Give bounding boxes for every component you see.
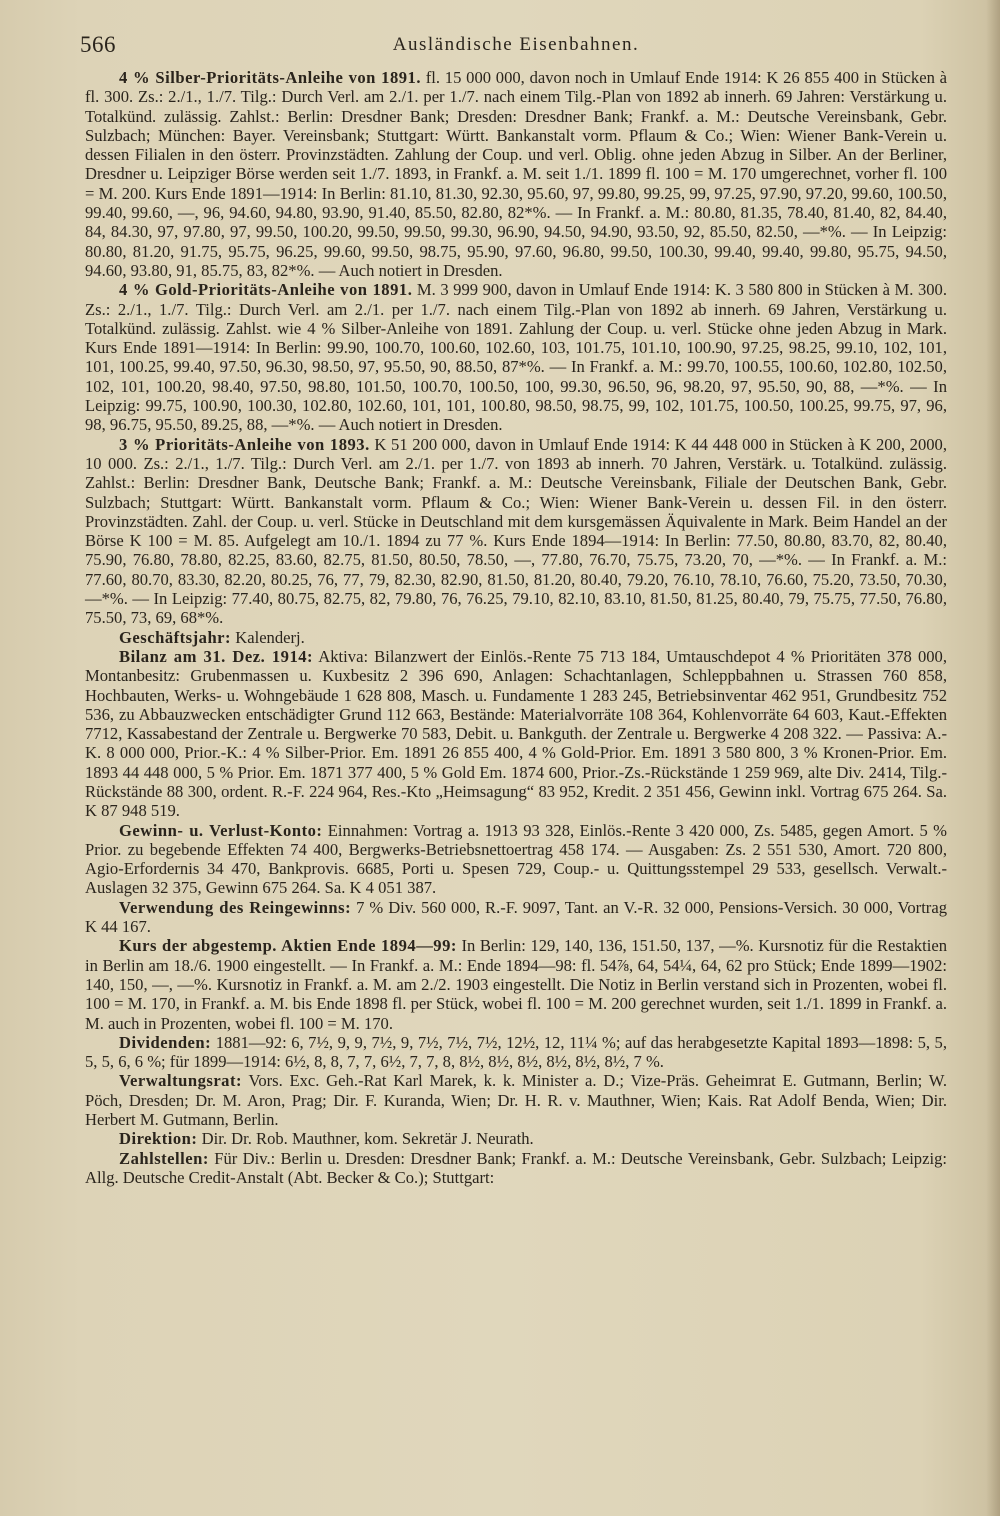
page-number: 566 xyxy=(80,32,116,57)
paragraph-geschaeftsjahr xyxy=(85,628,947,647)
paragraph-heading: Zahlstellen: xyxy=(119,1148,209,1168)
paragraph-text: K 51 200 000, davon in Umlauf Ende 1914: K 44 448 000 in Stücken à K 200, 2000, 10 000. Zs.: 2./1., 1./7. Tilg.: Durch Verl. am 2./1. per 1./7. von 1893 ab innerh. 70 Jahren, Verstärk. u. Totalkünd. zulässig. Zahlst.: Berlin: Dresdner Bank, Deutsche Bank; Frankf. a. M.: Deutsche Vereinsbank, Filiale der Deutschen Bank, Gebr. Sulzbach; Stuttgart: Württ. Bankanstalt vorm. Pflaum & Co.; Wien: Wiener Bank-Verein u. dessen Fil. in den österr. Provinzstädten. Zahl. der Coup. u. verl. Stücke in Deutschland mit dem kursgemässen Äquivalente in Mark. Beim Handel an der Börse K 100 = M. 85. Aufgelegt am 10./1. 1894 zu 77 %. Kurs Ende 1894—1914: In Berlin: 77.50, 80.80, 83.70, 82, 80.40, 75.90, 76.80, 78.80, 82.25, 83.60, 82.75, 81.50, 80.50, 78.50, —, 77.80, 76.70, 75.75, 73.20, 70, —*%. — In Frankf. a. M.: 77.60, 80.70, 83.30, 82.20, 80.25, 76, 77, 79, 82.30, 82.90, 81.50, 81.20, 80.40, 79.20, 76.10, 78.10, 76.60, 75.20, 73.50, 70.30, —*%. — In Leipzig: 77.40, 80.75, 82.75, 82, 79.80, 76, 76.25, 79.10, 82.10, 83.10, 81.50, 81.25, 80.40, 79, 75.75, 77.50, 76.80, 75.50, 73, 69, 68*%. xyxy=(85,434,947,628)
paragraph-text: Kalenderj. xyxy=(235,627,305,647)
paragraph-heading: 4 % Gold-Prioritäts-Anleihe von 1891. xyxy=(119,280,413,300)
paragraph-zahlstellen xyxy=(85,1149,947,1188)
paragraph-silber-anleihe-1891 xyxy=(85,68,947,280)
paragraph-heading: Verwendung des Reingewinns: xyxy=(119,897,352,917)
paragraph-text: M. 3 999 900, davon in Umlauf Ende 1914: K. 3 580 800 in Stücken à M. 300. Zs.: 2./1., 1./7. Tilg.: Durch Verl. am 2./1. per 1./7. nach einem Tilg.-Plan von 1892 ab innerh. 69 Jahren, Verstärkung u. Totalkünd. zulässig. Zahlst. wie 4 % Silber-Anleihe von 1891. Zahlung der Coup. u. verl. Stücke ohne jeden Abzug in Mark. Kurs Ende 1891—1914: In Berlin: 99.90, 100.70, 100.60, 102.60, 103, 101.75, 101.10, 100.90, 97.25, 98.25, 99.10, 102, 101, 101, 100.25, 99.40, 97.50, 96.30, 98.50, 97, 95.50, 90, 88.50, 87*%. — In Frankf. a. M.: 99.70, 100.55, 100.60, 102.80, 102.50, 102, 101, 100.20, 98.40, 97.50, 98.80, 101.50, 100.70, 100.50, 100, 99.30, 96.50, 96, 98.20, 97, 95.50, 90, 88, —*%. — In Leipzig: 99.75, 100.90, 100.30, 102.80, 102.60, 101, 101, 100.80, 98.50, 98.75, 99, 102, 101.75, 100.50, 100.25, 99.75, 97, 96, 98, 96.75, 95.50, 89.25, 88, —*%. — Auch notiert in Dresden. xyxy=(85,280,947,435)
paragraph-kurs-aktien xyxy=(85,936,947,1032)
paragraph-direktion xyxy=(85,1129,947,1148)
paragraph-text: 7 % Div. 560 000, R.-F. 9097, Tant. an V.-R. 32 000, Pensions-Versich. 30 000, Vortrag K 44 167. xyxy=(85,897,947,937)
paragraph-heading: Direktion: xyxy=(119,1129,198,1149)
paragraph-heading: Bilanz am 31. Dez. 1914: xyxy=(119,646,314,666)
paragraph-text: Vors. Exc. Geh.-Rat Karl Marek, k. k. Minister a. D.; Vize-Präs. Geheimrat E. Gutmann, Berlin; W. Pöch, Dresden; Dr. M. Aron, Prag; Dir. F. Kuranda, Wien; Dr. H. R. v. Mauthner, Wien; Kais. Rat Adolf Benda, Wien; Dir. Herbert M. Gutmann, Berlin. xyxy=(85,1071,947,1130)
page-body xyxy=(85,68,947,1187)
paragraph-heading: 3 % Prioritäts-Anleihe von 1893. xyxy=(119,434,370,454)
paragraph-verwendung xyxy=(85,898,947,937)
paragraph-text: Dir. Dr. Rob. Mauthner, kom. Sekretär J. Neurath. xyxy=(201,1129,534,1149)
paragraph-text: Für Div.: Berlin u. Dresden: Dresdner Bank; Frankf. a. M.: Deutsche Vereinsbank, Gebr. Sulzbach; Leipzig: Allg. Deutsche Credit-Anstalt (Abt. Becker & Co.); Stuttgart: xyxy=(85,1148,947,1187)
paragraph-heading: Kurs der abgestemp. Aktien Ende 1894—99: xyxy=(119,936,457,956)
paragraph-heading: Geschäftsjahr: xyxy=(119,627,232,647)
paragraph-anleihe-1893 xyxy=(85,435,947,628)
paragraph-text: In Berlin: 129, 140, 136, 151.50, 137, —%. Kursnotiz für die Restaktien in Berlin am 18./6. 1900 eingestellt. — In Frankf. a. M.: Ende 1894—98: fl. 54⅞, 64, 54¼, 64, 62 pro Stück; Ende 1899—1902: 140, 150, —, —%. Kursnotiz in Frankf. a. M. am 2./2. 1903 eingestellt. Die Notiz in Berlin verstand sich in Prozenten, wobei fl. 100 = M. 170, in Frankf. a. M. bis Ende 1898 fl. per Stück, wobei fl. 100 = M. 200 gerechnet wurden, seit 1./1. 1899 in Frankf. a. M. auch in Prozenten, wobei fl. 100 = M. 170. xyxy=(85,936,947,1033)
running-head: Ausländische Eisenbahnen. xyxy=(392,34,640,55)
paragraph-heading: 4 % Silber-Prioritäts-Anleihe von 1891. xyxy=(119,68,421,87)
paragraph-verwaltungsrat xyxy=(85,1071,947,1129)
paragraph-heading: Gewinn- u. Verlust-Konto: xyxy=(119,820,323,840)
paragraph-text: Einnahmen: Vortrag a. 1913 93 328, Einlös.-Rente 3 420 000, Zs. 5485, gegen Amort. 5 % Prior. zu begebende Effekten 74 400, Bergwerks-Betriebsnettoertrag 458 174. — Ausgaben: Zs. 2 551 530, Amort. 720 800, Agio-Erfordernis 34 470, Bankprovis. 6685, Porti u. Spesen 729, Coup.- u. Quittungsstempel 29 533, gesellsch. Verwalt.-Auslagen 32 375, Gewinn 675 264. Sa. K 4 051 387. xyxy=(85,820,947,898)
paragraph-bilanz xyxy=(85,647,947,821)
page-spine-shadow xyxy=(986,0,1000,1516)
paragraph-heading: Dividenden: xyxy=(119,1032,212,1052)
page-header xyxy=(80,32,952,62)
paragraph-text: fl. 15 000 000, davon noch in Umlauf Ende 1914: K 26 855 400 in Stücken à fl. 300. Zs.: 2./1., 1./7. Tilg.: Durch Verl. am 2./1. per 1./7. nach einem Tilg.-Plan von 1892 ab innerh. 69 Jahren: Verstärkung u. Totalkünd. zulässig. Zahlst.: Berlin: Dresdner Bank; Dresden: Dresdner Bank; Frankf. a. M.: Deutsche Vereinsbank, Gebr. Sulzbach; München: Bayer. Vereinsbank; Stuttgart: Württ. Bankanstalt vorm. Pflaum & Co.; Wien: Wiener Bank-Verein u. dessen Filialen in den österr. Provinzstädten. Zahlung der Coup. und verl. Oblig. ohne jeden Abzug in Silber. An der Berliner, Dresdner u. Leipziger Börse werden seit 1./7. 1893, in Frankf. a. M. seit 1./1. 1899 fl. 100 = M. 170 umgerechnet, vorher fl. 100 = M. 200. Kurs Ende 1891—1914: In Berlin: 81.10, 81.30, 92.30, 95.60, 97, 99.80, 99.25, 99, 97.25, 97.90, 97.20, 99.60, 100.50, 99.40, 99.60, —, 96, 94.60, 94.80, 93.90, 91.40, 85.50, 82.80, 82*%. — In Frankf. a. M.: 80.80, 81.35, 78.40, 81.40, 82, 84.40, 84, 84.30, 97, 97.80, 97, 99.50, 100.20, 99.50, 99.50, 99.30, 96.90, 94.50, 94.90, 93.50, 92, 85.50, 82.50, —*%. — In Leipzig: 80.80, 81.20, 91.75, 95.75, 96.25, 99.60, 99.50, 98.75, 95.90, 97.60, 96.80, 99.50, 100.30, 99.40, 99.40, 99.80, 95.75, 94.50, 94.60, 93.80, 91, 85.75, 83, 82*%. — Auch notiert in Dresden. xyxy=(85,68,948,280)
paragraph-text: 1881—92: 6, 7½, 9, 9, 7½, 9, 7½, 7½, 7½, 12½, 12, 11¼ %; auf das herabgesetzte Kapital 1893—1898: 5, 5, 5, 5, 6, 6 %; für 1899—1914: 6½, 8, 8, 7, 7, 6½, 7, 7, 8, 8½, 8½, 8½, 8½, 8½, 8½, 7 %. xyxy=(85,1032,947,1072)
paragraph-gold-anleihe-1891 xyxy=(85,280,947,434)
paragraph-gewinn-verlust xyxy=(85,821,947,898)
paragraph-dividenden xyxy=(85,1033,947,1072)
paragraph-text: Aktiva: Bilanzwert der Einlös.-Rente 75 713 184, Umtauschdepot 4 % Prioritäten 378 000, Montanbesitz: Grubenmassen u. Kuxbesitz 2 396 690, Anlagen: Schachtanlagen, Schleppbahnen u. Strassen 760 858, Hochbauten, Werks- u. Wohngebäude 1 628 808, Masch. u. Fundamente 1 283 245, Betriebsinventar 462 951, Grundbesitz 752 536, zu Abbauzwecken entschädigter Grund 112 663, Bestände: Materialvorräte 108 364, Kohlenvorräte 64 603, Kaut.-Effekten 7712, Kassabestand der Zentrale u. Bergwerke 70 583, Debit. u. Bankguth. der Zentrale u. Bergwerke 4 208 322. — Passiva: A.-K. 8 000 000, Prior.-K.: 4 % Silber-Prior. Em. 1891 26 855 400, 4 % Gold-Prior. Em. 1891 3 580 800, 3 % Kronen-Prior. Em. 1893 44 448 000, 5 % Prior. Em. 1871 377 400, 5 % Gold Em. 1874 600, Prior.-Zs.-Rückstände 1 259 969, alte Div. 2414, Tilg.-Rückstände 88 300, ordent. R.-F. 224 964, Res.-Kto „Heimsagung“ 83 952, Kredit. 2 351 456, Gewinn inkl. Vortrag 675 264. Sa. K 87 948 519. xyxy=(85,646,947,821)
paragraph-heading: Verwaltungsrat: xyxy=(119,1071,243,1091)
